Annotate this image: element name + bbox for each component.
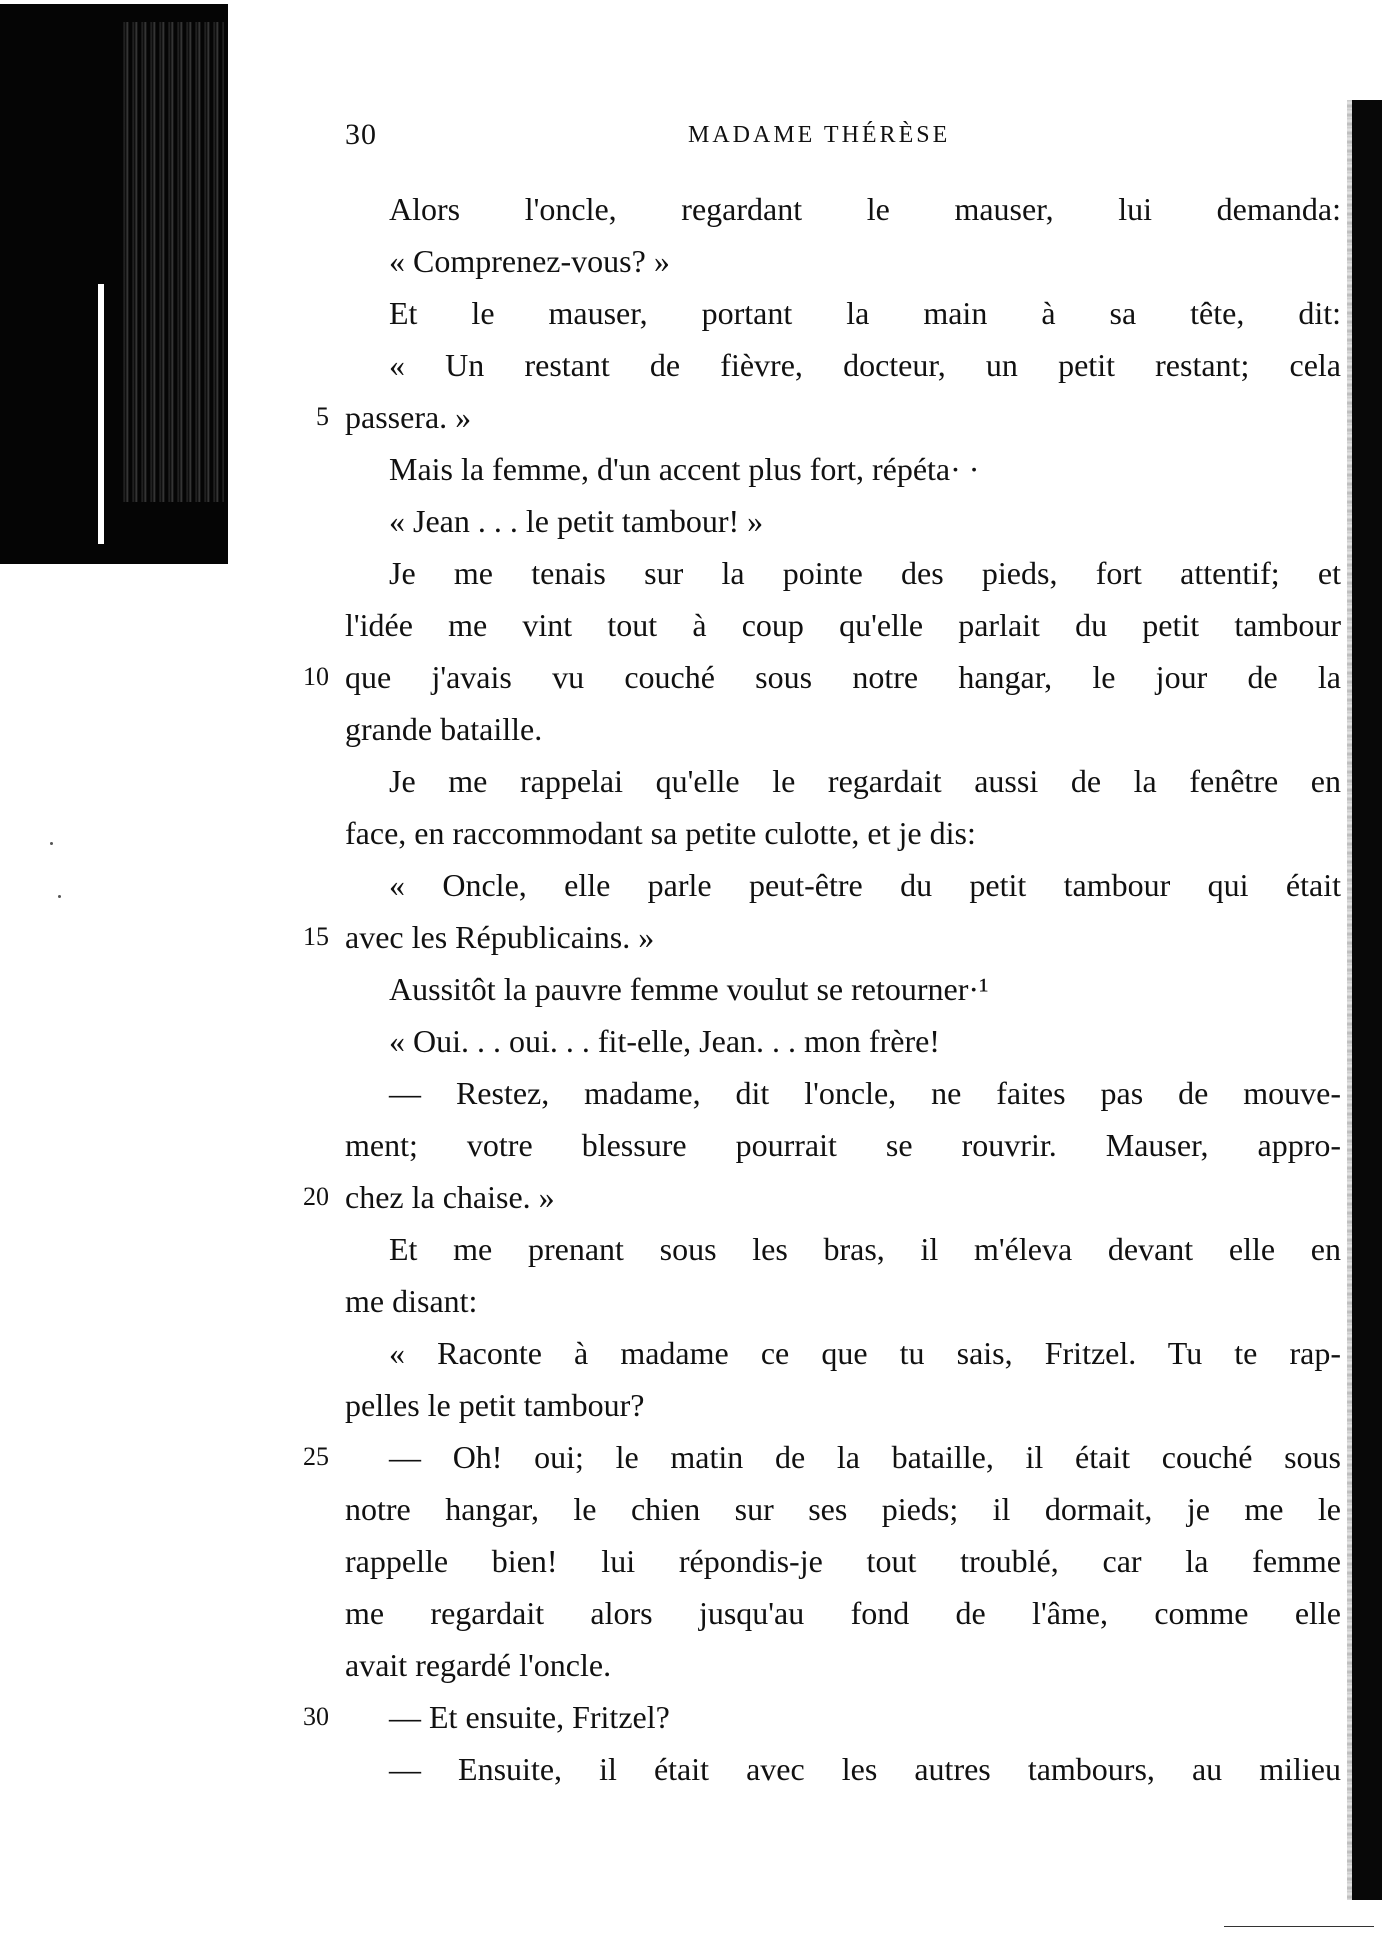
line-number: 25	[303, 1442, 329, 1471]
line-text: notre hangar, le chien sur ses pieds; il dormait, je me le	[345, 1491, 1341, 1527]
text-line	[345, 1535, 1341, 1587]
scan-shadow-left	[0, 4, 228, 564]
text-line	[345, 1119, 1341, 1171]
page-body	[303, 183, 1341, 1795]
text-line	[345, 703, 1341, 755]
line-text: grande bataille.	[345, 711, 543, 747]
line-text: — Et ensuite, Fritzel?	[389, 1699, 670, 1735]
line-text: « Un restant de fièvre, docteur, un petit restant; cela	[389, 347, 1341, 383]
line-text: face, en raccommodant sa petite culotte, et je dis:	[345, 815, 976, 851]
line-text: Et me prenant sous les bras, il m'éleva devant elle en	[389, 1231, 1341, 1267]
text-line	[345, 1379, 1341, 1431]
line-text: chez la chaise. »	[345, 1179, 555, 1215]
line-text: Je me rappelai qu'elle le regardait aussi de la fenêtre en	[389, 763, 1341, 799]
text-line	[345, 807, 1341, 859]
text-line	[345, 1327, 1341, 1379]
line-text: « Raconte à madame ce que tu sais, Fritzel. Tu te rap-	[389, 1335, 1341, 1371]
page-number: 30	[345, 118, 377, 151]
text-line	[345, 443, 1341, 495]
text-line	[316, 391, 1341, 443]
scan-notch	[98, 284, 104, 544]
line-text: me disant:	[345, 1283, 478, 1319]
scan-streaks	[120, 22, 224, 502]
text-line	[345, 287, 1341, 339]
line-text: que j'avais vu couché sous notre hangar, le jour de la	[345, 659, 1341, 695]
line-number: 10	[303, 662, 329, 691]
bottom-rule	[1224, 1926, 1374, 1927]
line-text: pelles le petit tambour?	[345, 1387, 645, 1423]
text-line	[345, 1223, 1341, 1275]
text-line	[345, 1275, 1341, 1327]
scan-shadow-right	[1352, 100, 1382, 1900]
text-line	[303, 1431, 1341, 1483]
line-text: ment; votre blessure pourrait se rouvrir. Mauser, appro-	[345, 1127, 1341, 1163]
line-text: « Oncle, elle parle peut-être du petit tambour qui était	[389, 867, 1341, 903]
line-number: 15	[303, 922, 329, 951]
text-line	[345, 1483, 1341, 1535]
line-text: — Oh! oui; le matin de la bataille, il était couché sous	[389, 1439, 1341, 1475]
line-text: rappelle bien! lui répondis-je tout troublé, car la femme	[345, 1543, 1341, 1579]
line-text: Je me tenais sur la pointe des pieds, fort attentif; et	[389, 555, 1341, 591]
text-line	[345, 599, 1341, 651]
text-line	[303, 1691, 1341, 1743]
text-line	[345, 547, 1341, 599]
line-text: Et le mauser, portant la main à sa tête, dit:	[389, 295, 1341, 331]
line-text: passera. »	[345, 399, 472, 435]
line-number: 5	[316, 402, 329, 431]
text-line	[345, 495, 1341, 547]
line-text: « Oui. . . oui. . . fit-elle, Jean. . . mon frère!	[389, 1023, 940, 1059]
text-line	[345, 859, 1341, 911]
text-line	[345, 1743, 1341, 1795]
scan-speck	[50, 842, 53, 845]
line-number: 30	[303, 1702, 329, 1731]
text-line	[345, 755, 1341, 807]
line-text: me regardait alors jusqu'au fond de l'âme, comme elle	[345, 1595, 1341, 1631]
text-line	[345, 963, 1341, 1015]
line-text: — Ensuite, il était avec les autres tambours, au milieu	[389, 1751, 1341, 1787]
text-line	[303, 651, 1341, 703]
line-text: Alors l'oncle, regardant le mauser, lui demanda:	[389, 191, 1341, 227]
text-line	[345, 1015, 1341, 1067]
text-line	[345, 183, 1341, 235]
text-line	[303, 911, 1341, 963]
line-text: — Restez, madame, dit l'oncle, ne faites pas de mouve-	[389, 1075, 1341, 1111]
line-number: 20	[303, 1182, 329, 1211]
line-text: l'idée me vint tout à coup qu'elle parlait du petit tambour	[345, 607, 1341, 643]
running-title: MADAME THÉRÈSE	[688, 122, 951, 148]
scan-speck	[58, 895, 61, 898]
line-text: avait regardé l'oncle.	[345, 1647, 612, 1683]
text-line	[345, 1587, 1341, 1639]
line-text: Mais la femme, d'un accent plus fort, répéta· ·	[389, 451, 980, 487]
text-line	[345, 235, 1341, 287]
line-text: avec les Républicains. »	[345, 919, 655, 955]
text-line	[345, 1067, 1341, 1119]
line-text: Aussitôt la pauvre femme voulut se retourner·¹	[389, 971, 989, 1007]
line-text: « Jean . . . le petit tambour! »	[389, 503, 764, 539]
text-line	[345, 339, 1341, 391]
line-text: « Comprenez-vous? »	[389, 243, 670, 279]
text-line	[345, 1639, 1341, 1691]
text-line	[303, 1171, 1341, 1223]
